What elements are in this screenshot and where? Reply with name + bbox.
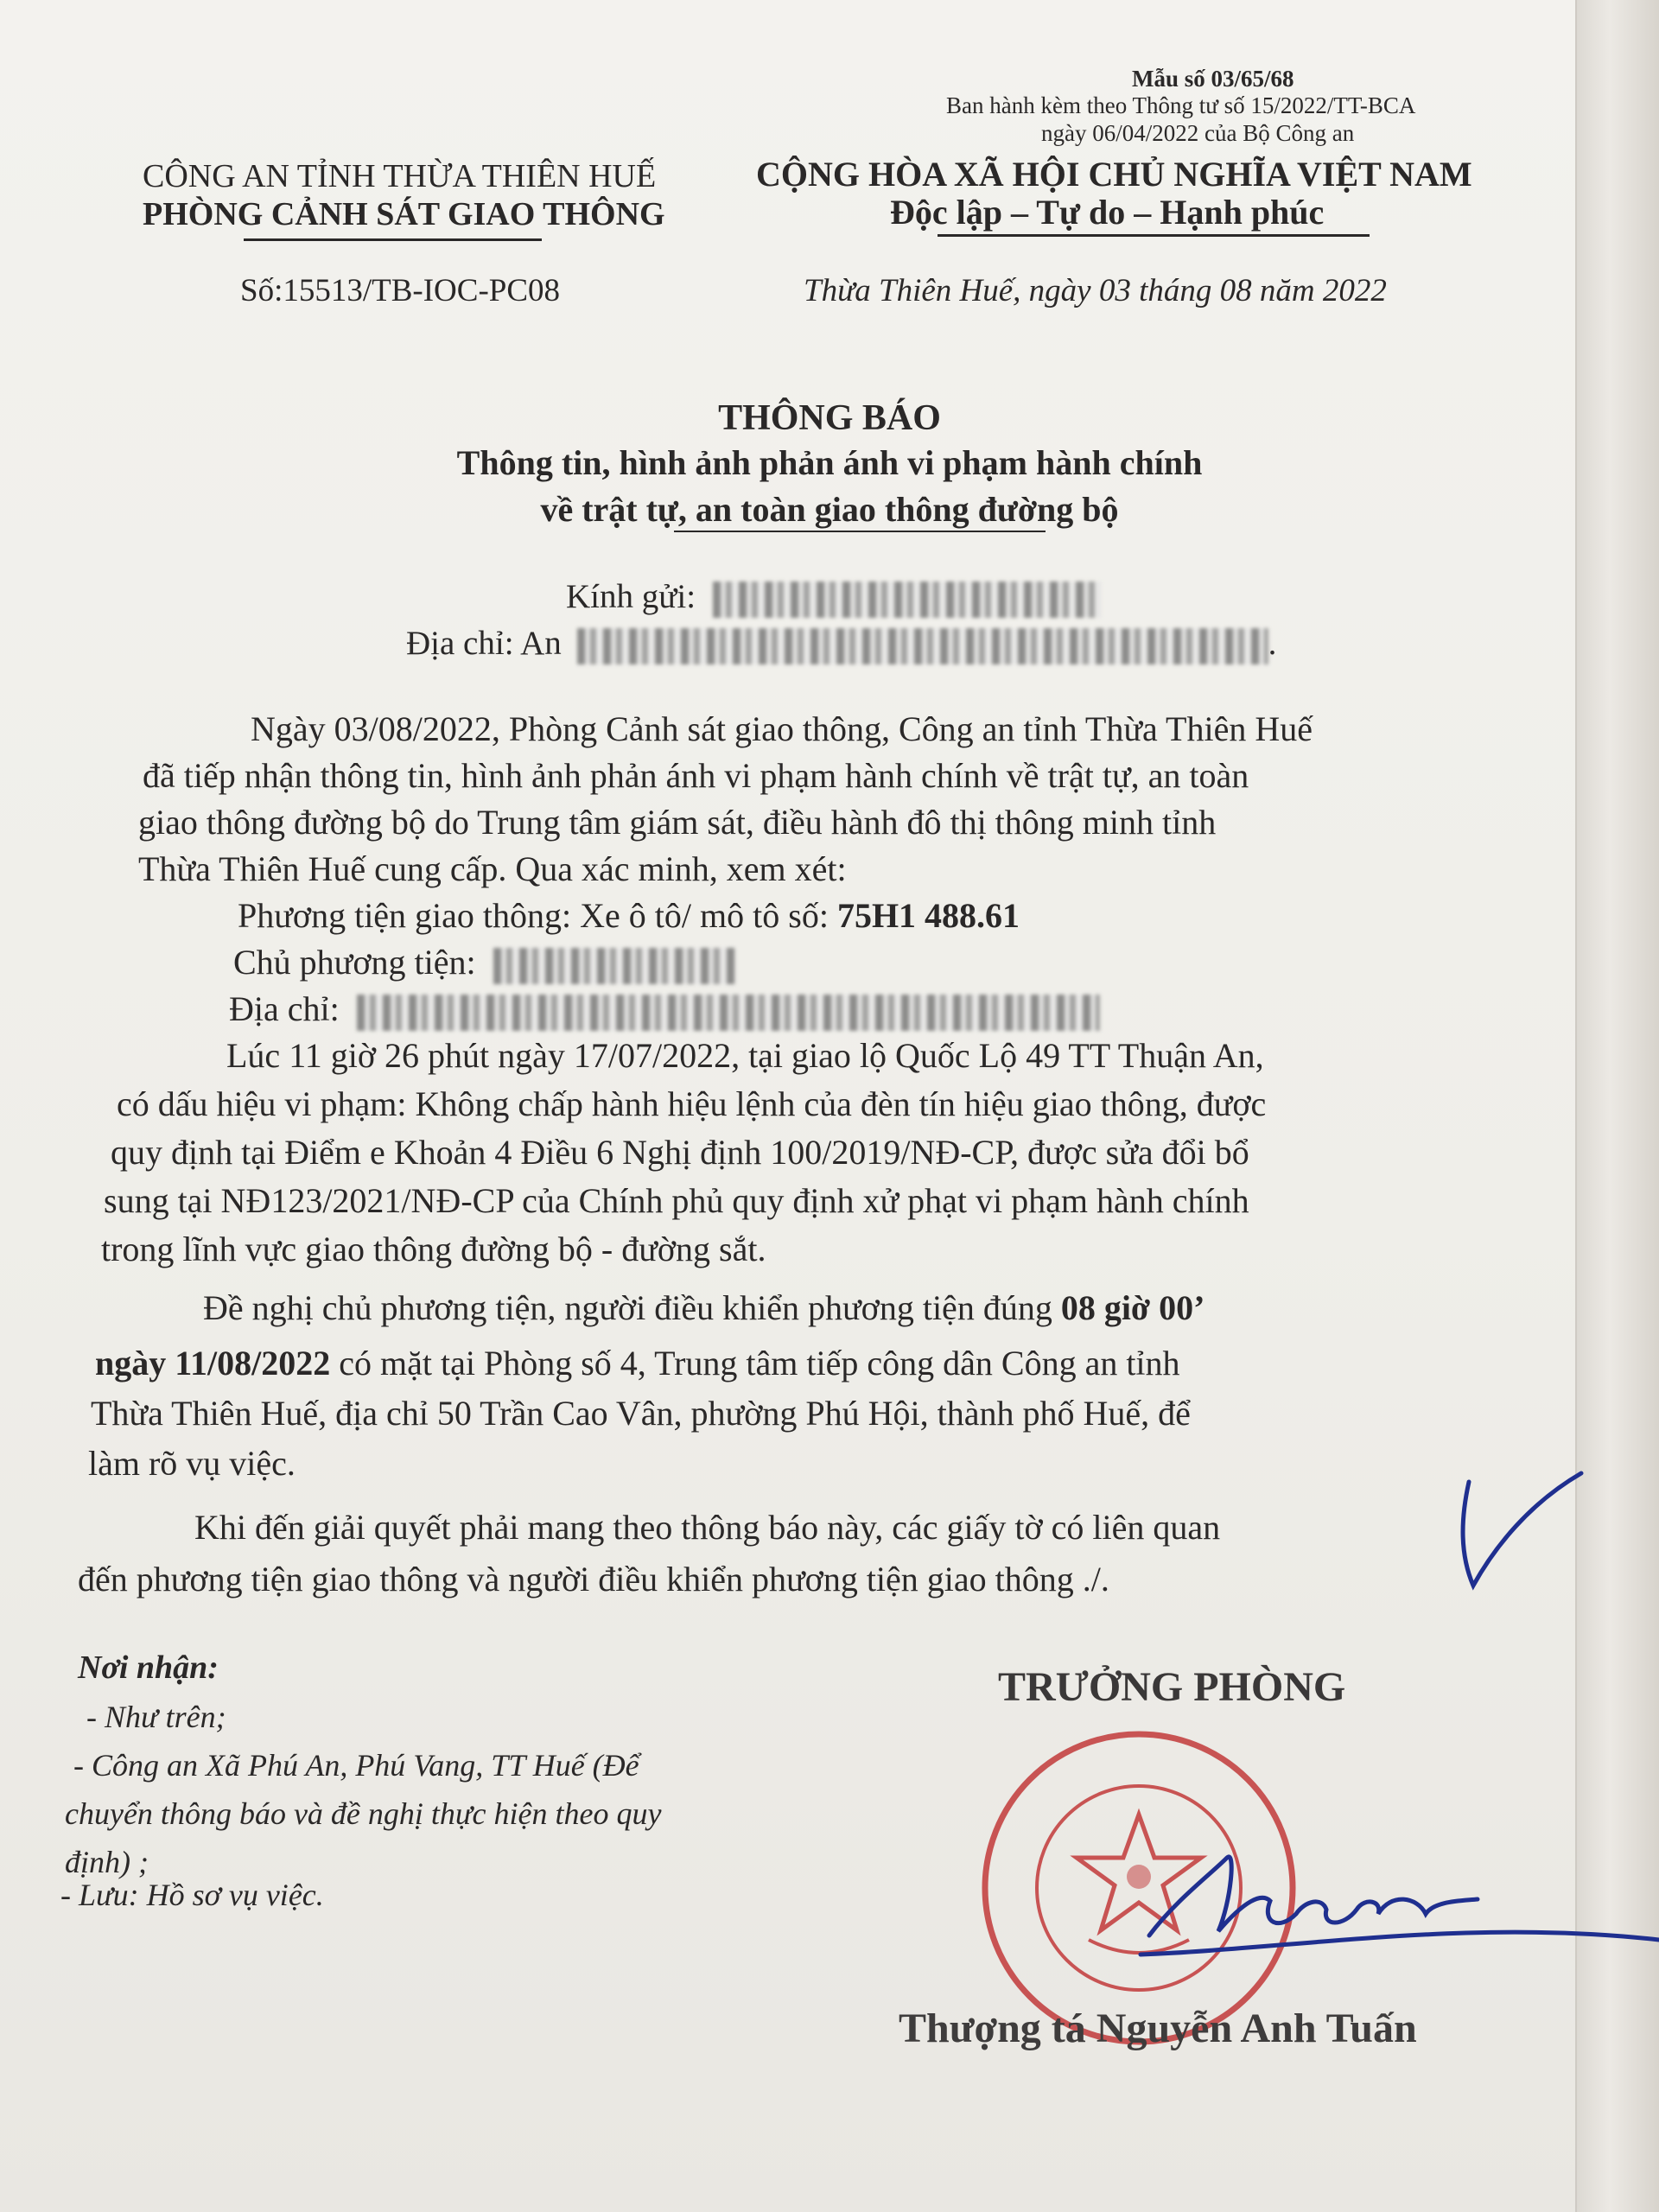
document-title: THÔNG BÁO (718, 398, 941, 438)
body-text: Đề nghị chủ phương tiện, người điều khiển phương tiện đúng (203, 1288, 1061, 1327)
body-line: Ngày 03/08/2022, Phòng Cảnh sát giao thông, Công an tỉnh Thừa Thiên Huế (251, 709, 1313, 748)
form-issued-date: ngày 06/04/2022 của Bộ Công an (1041, 120, 1355, 146)
signature-position: TRƯỞNG PHÒNG (998, 1664, 1346, 1710)
body-line: đến phương tiện giao thông và người điều khiển phương tiện giao thông ./. (78, 1560, 1109, 1599)
owner-address-label: Địa chỉ: (229, 989, 340, 1028)
body-line: Thừa Thiên Huế cung cấp. Qua xác minh, xem xét: (138, 849, 847, 888)
place-date: Thừa Thiên Huế, ngày 03 tháng 08 năm 2022 (804, 273, 1387, 308)
recipients-heading: Nơi nhận: (78, 1649, 219, 1686)
form-issued-line: Ban hành kèm theo Thông tư số 15/2022/TT-BCA (946, 92, 1416, 118)
recipient-item: chuyển thông báo và đề nghị thực hiện theo quy (65, 1796, 662, 1831)
org-department: PHÒNG CẢNH SÁT GIAO THÔNG (143, 196, 665, 232)
body-line: làm rõ vụ việc. (88, 1444, 296, 1483)
appointment-time: 08 giờ 00’ (1060, 1288, 1205, 1327)
recipient-item: - Như trên; (86, 1700, 226, 1734)
document-subtitle-1: Thông tin, hình ảnh phản ánh vi phạm hành chính (456, 443, 1203, 482)
recipient-item: định) ; (65, 1845, 149, 1879)
body-line: Thừa Thiên Huế, địa chỉ 50 Trần Cao Vân, phường Phú Hội, thành phố Huế, để (91, 1394, 1191, 1433)
country-name: CỘNG HÒA XÃ HỘI CHỦ NGHĨA VIỆT NAM (756, 155, 1472, 194)
body-line: quy định tại Điểm e Khoản 4 Điều 6 Nghị định 100/2019/NĐ-CP, được sửa đổi bổ (111, 1133, 1249, 1172)
document-number: Số:15513/TB-IOC-PC08 (240, 273, 561, 308)
signer-name: Thượng tá Nguyễn Anh Tuấn (899, 2005, 1417, 2051)
recipient-item: - Công an Xã Phú An, Phú Vang, TT Huế (Để (73, 1748, 639, 1783)
vehicle-label: Phương tiện giao thông: Xe ô tô/ mô tô số: (238, 896, 837, 935)
vehicle-plate: 75H1 488.61 (836, 896, 1020, 935)
address-end: . (1268, 625, 1277, 662)
document-subtitle-2: về trật tự, an toàn giao thông đường bộ (540, 490, 1119, 529)
appointment-date: ngày 11/08/2022 (95, 1344, 331, 1382)
recipient-item: - Lưu: Hồ sơ vụ việc. (60, 1878, 324, 1912)
body-line: Lúc 11 giờ 26 phút ngày 17/07/2022, tại giao lộ Quốc Lộ 49 TT Thuận An, (226, 1036, 1264, 1075)
body-line: Khi đến giải quyết phải mang theo thông báo này, các giấy tờ có liên quan (194, 1508, 1221, 1547)
address-label: Địa chỉ: An (406, 625, 562, 662)
body-line: giao thông đường bộ do Trung tâm giám sát, điều hành đô thị thông minh tỉnh (138, 803, 1217, 842)
body-text: có mặt tại Phòng số 4, Trung tâm tiếp công dân Công an tỉnh (330, 1344, 1180, 1382)
handwritten-signature (1141, 1473, 1659, 1955)
owner-label: Chủ phương tiện: (233, 943, 476, 982)
body-line: trong lĩnh vực giao thông đường bộ - đường sắt. (101, 1230, 766, 1268)
form-number: Mẫu số 03/65/68 (1132, 66, 1294, 92)
org-name: CÔNG AN TỈNH THỪA THIÊN HUẾ (143, 158, 657, 194)
country-motto: Độc lập – Tự do – Hạnh phúc (890, 193, 1325, 232)
body-line: có dấu hiệu vi phạm: Không chấp hành hiệu lệnh của đèn tín hiệu giao thông, được (117, 1084, 1267, 1123)
to-label: Kính gửi: (566, 578, 696, 615)
body-line: sung tại NĐ123/2021/NĐ-CP của Chính phủ quy định xử phạt vi phạm hành chính (104, 1181, 1249, 1220)
body-line: đã tiếp nhận thông tin, hình ảnh phản ánh vi phạm hành chính về trật tự, an toàn (143, 756, 1249, 795)
